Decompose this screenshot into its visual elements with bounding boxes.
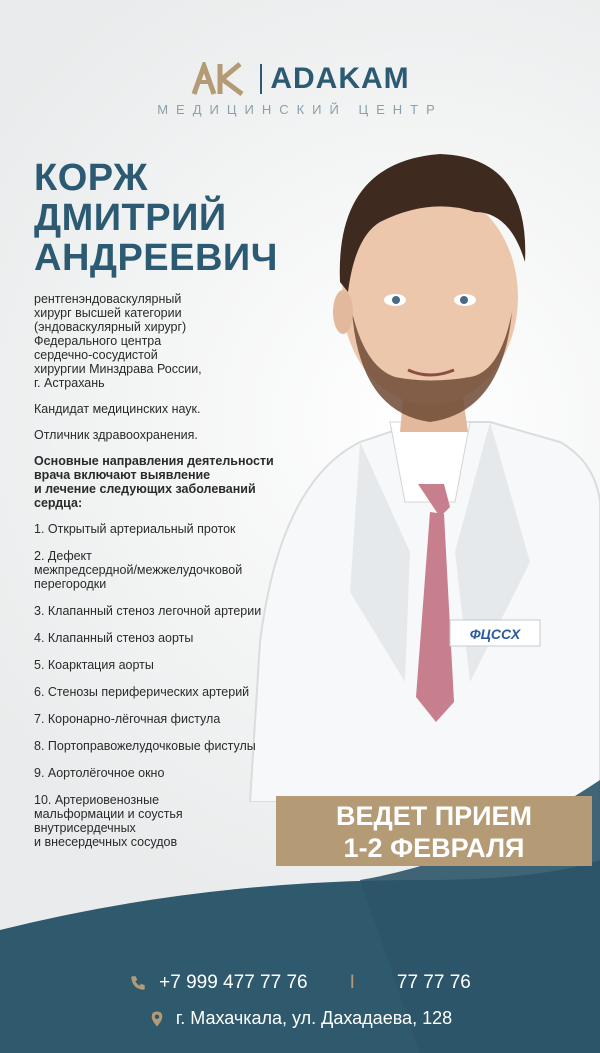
direction-item (34, 631, 344, 645)
contact-divider: I (349, 972, 355, 993)
brand-name: ADAKAM (270, 62, 410, 95)
doctor-info (34, 292, 344, 862)
appointment-title: ВЕДЕТ ПРИЕМ (335, 801, 533, 831)
description-line: Федерального центра (34, 334, 162, 348)
appointment-badge (276, 796, 592, 866)
direction-line: 1. Открытый артериальный проток (34, 522, 236, 536)
intro-line: и лечение следующих заболеваний (34, 482, 256, 496)
direction-line: 4. Клапанный стеноз аорты (34, 631, 194, 645)
contacts (0, 972, 600, 1029)
direction-item (34, 766, 344, 780)
direction-line: 5. Коарктация аорты (34, 658, 154, 672)
brand-subtitle: МЕДИЦИНСКИЙ ЦЕНТР (157, 102, 443, 117)
direction-line: 9. Аортолёгочное окно (34, 766, 165, 780)
direction-line: межпредсердной/межжелудочковой (34, 563, 243, 577)
short-phone-number[interactable]: 77 77 76 (396, 972, 471, 993)
description-line: сердечно-сосудистой (34, 348, 158, 362)
doctor-award: Отличник здравоохранения. (34, 428, 198, 442)
direction-line: 6. Стенозы периферических артерий (34, 685, 250, 699)
appointment-dates: 1-2 ФЕВРАЛЯ (343, 833, 525, 863)
description-line: хирург высшей категории (34, 306, 182, 320)
doctor-degree: Кандидат медицинских наук. (34, 402, 201, 416)
address-row (0, 1008, 600, 1029)
phone-icon (129, 974, 147, 992)
description-line: г. Астрахань (34, 376, 105, 390)
direction-item (34, 604, 344, 618)
direction-line: 3. Клапанный стеноз легочной артерии (34, 604, 262, 618)
direction-item (34, 522, 344, 536)
description-line: хирургии Минздрава России, (34, 362, 202, 376)
direction-item (34, 739, 344, 753)
direction-line: и внесердечных сосудов (34, 835, 178, 849)
location-pin-icon (148, 1010, 166, 1028)
doctor-description (34, 292, 344, 390)
intro-line: врача включают выявление (34, 468, 211, 482)
direction-item (34, 549, 344, 591)
doctor-patronymic: АНДРЕЕВИЧ (34, 237, 278, 279)
intro-line: Основные направления деятельности (34, 454, 274, 468)
direction-line: 2. Дефект (34, 549, 92, 563)
doctor-surname: КОРЖ (34, 157, 148, 199)
directions-intro (34, 454, 344, 510)
direction-line: внутрисердечных (34, 821, 136, 835)
description-line: (эндоваскулярный хирург) (34, 320, 187, 334)
doctor-name (34, 158, 354, 278)
direction-line: 7. Коронарно-лёгочная фистула (34, 712, 221, 726)
direction-line: перегородки (34, 577, 107, 591)
direction-item (34, 658, 344, 672)
direction-line: мальформации и соустья (34, 807, 183, 821)
coat-badge-text: ФЦССХ (469, 626, 521, 642)
doctor-first-name: ДМИТРИЙ (34, 197, 227, 239)
brand-logo (0, 62, 600, 117)
logo-separator (260, 64, 262, 94)
direction-line: 10. Артериовенозные (34, 793, 160, 807)
phone-number[interactable]: +7 999 477 77 76 (159, 972, 308, 993)
intro-line: сердца: (34, 496, 83, 510)
address: г. Махачкала, ул. Дахадаева, 128 (175, 1008, 453, 1028)
direction-line: 8. Портоправожелудочковые фистулы (34, 739, 256, 753)
description-line: рентгенэндоваскулярный (34, 292, 182, 306)
direction-item (34, 712, 344, 726)
phone-row (0, 972, 600, 994)
direction-item (34, 685, 344, 699)
brand-mark-icon (190, 62, 252, 96)
